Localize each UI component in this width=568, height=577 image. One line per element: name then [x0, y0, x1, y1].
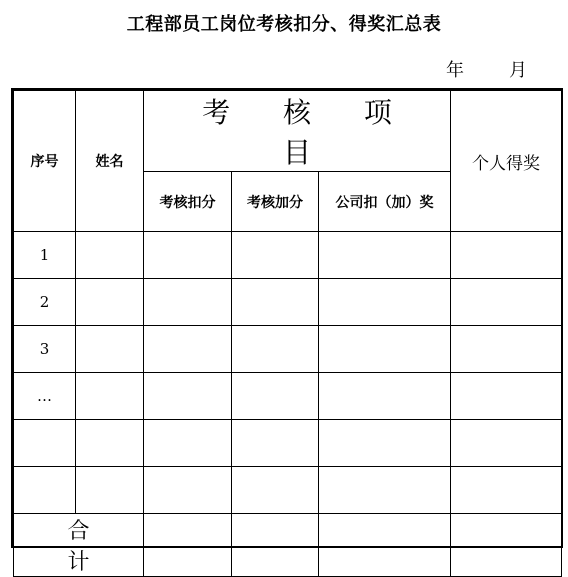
row-seq [14, 420, 76, 467]
row-deduct-cell[interactable] [144, 467, 232, 514]
table-row [14, 420, 562, 467]
row-company-cell[interactable] [319, 326, 451, 373]
row-seq: … [14, 373, 76, 420]
row-company-cell[interactable] [319, 373, 451, 420]
row-name-cell[interactable] [76, 420, 144, 467]
table-row [14, 373, 562, 420]
row-name-cell[interactable] [76, 279, 144, 326]
row-deduct-cell[interactable] [144, 326, 232, 373]
header-seq: 序号 [14, 91, 76, 232]
document-title: 工程部员工岗位考核扣分、得奖汇总表 [126, 14, 442, 35]
header-personal-award: 个人得奖 [451, 91, 562, 232]
total-row [14, 514, 562, 577]
row-name-cell[interactable] [76, 467, 144, 514]
total-add-cell[interactable] [232, 514, 319, 577]
row-name-cell[interactable] [76, 326, 144, 373]
row-award-cell[interactable] [451, 326, 562, 373]
header-add: 考核加分 [232, 172, 319, 232]
row-add-cell[interactable] [232, 373, 319, 420]
table-row [14, 467, 562, 514]
row-seq [14, 467, 76, 514]
total-award-cell[interactable] [451, 514, 562, 577]
header-deduct: 考核扣分 [144, 172, 232, 232]
row-deduct-cell[interactable] [144, 373, 232, 420]
header-name: 姓名 [76, 91, 144, 232]
row-company-cell[interactable] [319, 420, 451, 467]
summary-table [13, 90, 562, 577]
row-deduct-cell[interactable] [144, 232, 232, 279]
row-add-cell[interactable] [232, 232, 319, 279]
row-add-cell[interactable] [232, 467, 319, 514]
row-award-cell[interactable] [451, 420, 562, 467]
row-seq: 3 [14, 326, 76, 373]
total-label: 合 计 [14, 514, 144, 577]
row-name-cell[interactable] [76, 232, 144, 279]
row-seq: 2 [14, 279, 76, 326]
row-deduct-cell[interactable] [144, 279, 232, 326]
total-company-cell[interactable] [319, 514, 451, 577]
row-company-cell[interactable] [319, 279, 451, 326]
row-award-cell[interactable] [451, 467, 562, 514]
date-year-label: 年 [446, 60, 464, 81]
row-award-cell[interactable] [451, 373, 562, 420]
row-award-cell[interactable] [451, 279, 562, 326]
row-name-cell[interactable] [76, 373, 144, 420]
row-deduct-cell[interactable] [144, 420, 232, 467]
date-month-label: 月 [509, 60, 527, 81]
table-row [14, 232, 562, 279]
table-row [14, 279, 562, 326]
row-award-cell[interactable] [451, 232, 562, 279]
row-company-cell[interactable] [319, 232, 451, 279]
row-company-cell[interactable] [319, 467, 451, 514]
row-seq: 1 [14, 232, 76, 279]
header-assessment-items: 考 核 项 目 [144, 91, 451, 172]
header-company: 公司扣（加）奖 [319, 172, 451, 232]
row-add-cell[interactable] [232, 326, 319, 373]
row-add-cell[interactable] [232, 420, 319, 467]
table-row [14, 326, 562, 373]
row-add-cell[interactable] [232, 279, 319, 326]
total-deduct-cell[interactable] [144, 514, 232, 577]
